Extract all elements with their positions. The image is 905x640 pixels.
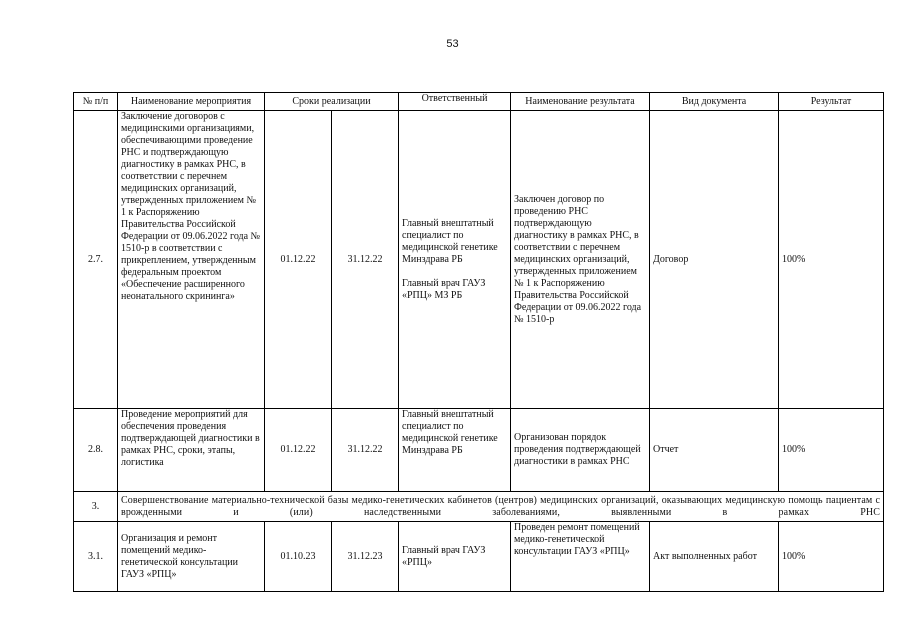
start-date: 01.10.23	[265, 522, 332, 592]
activity-name: Организация и ремонт помещений медико-генетической консультации ГАУЗ «РПЦ»	[118, 522, 265, 592]
header-dates: Сроки реализации	[265, 93, 399, 111]
start-date: 01.12.22	[265, 111, 332, 409]
result-value: 100%	[779, 111, 884, 409]
page-number: 53	[446, 38, 459, 50]
doc-type: Договор	[650, 111, 779, 409]
row-number: 2.7.	[74, 111, 118, 409]
responsible: Главный внештатный специалист по медицинской генетике Минздрава РБ	[399, 409, 511, 492]
end-date: 31.12.22	[332, 409, 399, 492]
header-num: № п/п	[74, 93, 118, 111]
end-date: 31.12.23	[332, 522, 399, 592]
responsible: Главный внештатный специалист по медицинской генетике Минздрава РБ Главный врач ГАУЗ «РПЦ» МЗ РБ	[399, 111, 511, 409]
header-result-name: Наименование результата	[511, 93, 650, 111]
activity-name: Заключение договоров с медицинскими организациями, обеспечивающими проведение РНС и подтверждающую диагностику в рамках РНС, в соответствии с перечнем медицинских организаций, утвержденных приложением № 1 к Распоряжению Правительства Российской Федерации от 09.06.2022 года № 1510-р в соответствии с прикреплением, утвержденным федеральным проектом «Обеспечение расширенного неонатального скрининга»	[118, 111, 265, 409]
plan-table	[73, 92, 884, 592]
section-title: Совершенствование материально-технической базы медико-генетических кабинетов (центров) медицинских организаций, оказывающих медицинскую помощь пациентам с врожденными и (или) наследственными заболеваниями, выявленными в рамках РНС	[118, 492, 884, 522]
result-name: Проведен ремонт помещений медико-генетической консультации ГАУЗ «РПЦ»	[511, 522, 650, 592]
row-number: 3.1.	[74, 522, 118, 592]
table-row	[74, 111, 884, 409]
activity-name: Проведение мероприятий для обеспечения проведения подтверждающей диагностики в рамках РНС, сроки, этапы, логистика	[118, 409, 265, 492]
result-name: Заключен договор по проведению РНС подтверждающую диагностику в рамках РНС, в соответствии с перечнем медицинских организаций, утвержденных приложением № 1 к Распоряжению Правительства Российской Федерации от 09.06.2022 года № 1510-р	[511, 111, 650, 409]
header-doc-type: Вид документа	[650, 93, 779, 111]
doc-type: Отчет	[650, 409, 779, 492]
table-row	[74, 409, 884, 492]
start-date: 01.12.22	[265, 409, 332, 492]
section-row	[74, 492, 884, 522]
result-value: 100%	[779, 522, 884, 592]
table-row	[74, 522, 884, 592]
header-row	[74, 93, 884, 111]
result-value: 100%	[779, 409, 884, 492]
header-responsible: Ответственный	[399, 93, 511, 111]
end-date: 31.12.22	[332, 111, 399, 409]
header-name: Наименование мероприятия	[118, 93, 265, 111]
row-number: 2.8.	[74, 409, 118, 492]
header-result: Результат	[779, 93, 884, 111]
doc-type: Акт выполненных работ	[650, 522, 779, 592]
result-name: Организован порядок проведения подтверждающей диагностики в рамках РНС	[511, 409, 650, 492]
section-number: 3.	[74, 492, 118, 522]
responsible: Главный врач ГАУЗ «РПЦ»	[399, 522, 511, 592]
